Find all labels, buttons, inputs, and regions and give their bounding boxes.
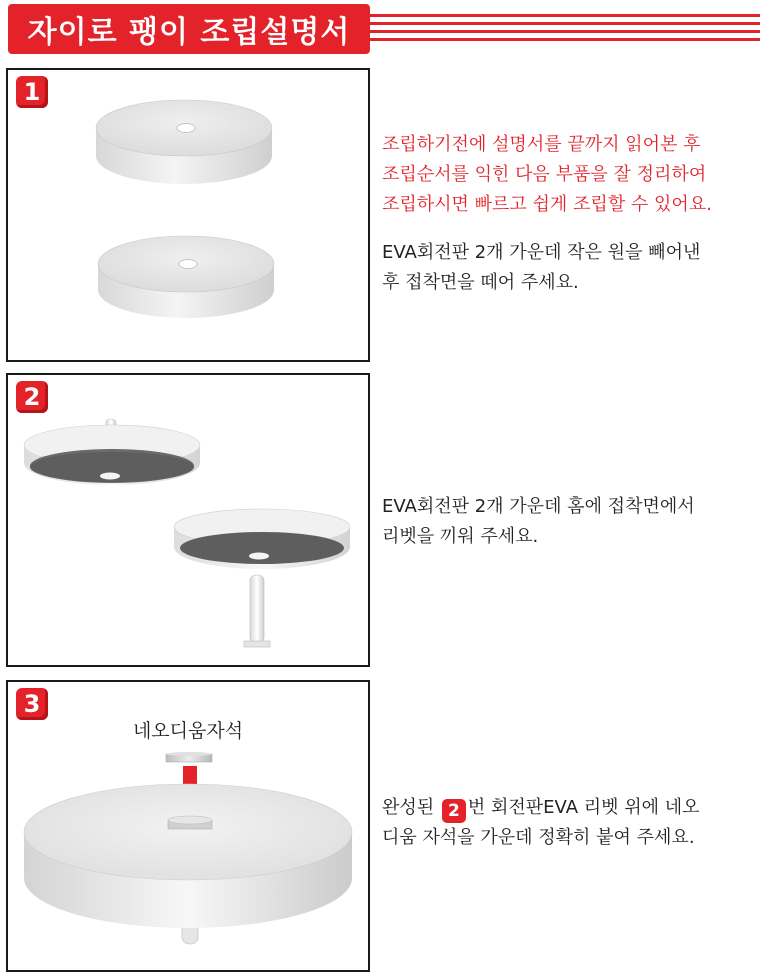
- step-2-line-1: EVA회전판 2개 가운데 홈에 접착면에서: [382, 496, 695, 517]
- title-banner: [8, 4, 370, 54]
- assembled-spinning-disc: [24, 784, 352, 928]
- magnet-label: 네오디움자석: [132, 720, 244, 742]
- header-stripes: [370, 14, 760, 48]
- step-1-note-line-2: 조립순서를 익힌 다음 부품을 잘 정리하여: [382, 164, 707, 185]
- step-1-illustration: [8, 70, 368, 360]
- step-3-line-2: 디움 자석을 가운데 정확히 붙여 주세요.: [382, 827, 695, 848]
- step-3-description: [382, 793, 754, 853]
- step-1-note-line-3: 조립하시면 빠르고 쉽게 조립할 수 있어요.: [382, 194, 712, 215]
- eva-disc-upper: [24, 425, 200, 485]
- eva-disc-top: [96, 100, 272, 184]
- step-2-line-2: 리벳을 끼워 주세요.: [382, 526, 539, 547]
- eva-disc-bottom: [98, 236, 274, 318]
- step-2-inline-badge: 2: [442, 799, 466, 823]
- step-2-panel: [6, 373, 370, 667]
- step-3-panel: [6, 680, 370, 972]
- step-1-line-2: 후 접착면을 떼어 주세요.: [382, 272, 579, 293]
- step-3-line-1-before: 완성된: [382, 797, 435, 818]
- step-1-description: [382, 130, 754, 298]
- page-title: 자이로 팽이 조립설명서: [27, 15, 351, 50]
- step-1-line-1: EVA회전판 2개 가운데 작은 원을 빼어낸: [382, 242, 701, 263]
- step-1-panel: [6, 68, 370, 362]
- step-3-line-1-after: 번 회전판EVA 리벳 위에 네오: [467, 797, 700, 818]
- neodymium-magnet: [166, 752, 212, 762]
- step-1-badge: 1: [16, 76, 48, 108]
- step-3-badge: 3: [16, 688, 48, 720]
- step-2-badge: 2: [16, 381, 48, 413]
- eva-disc-lower: [174, 509, 350, 569]
- step-1-note-line-1: 조립하기전에 설명서를 끝까지 읽어본 후: [382, 134, 701, 155]
- step-3-line-1: [382, 793, 754, 823]
- step-2-description: [382, 492, 754, 552]
- step-2-illustration: [8, 375, 368, 665]
- rivet-lower: [244, 575, 270, 647]
